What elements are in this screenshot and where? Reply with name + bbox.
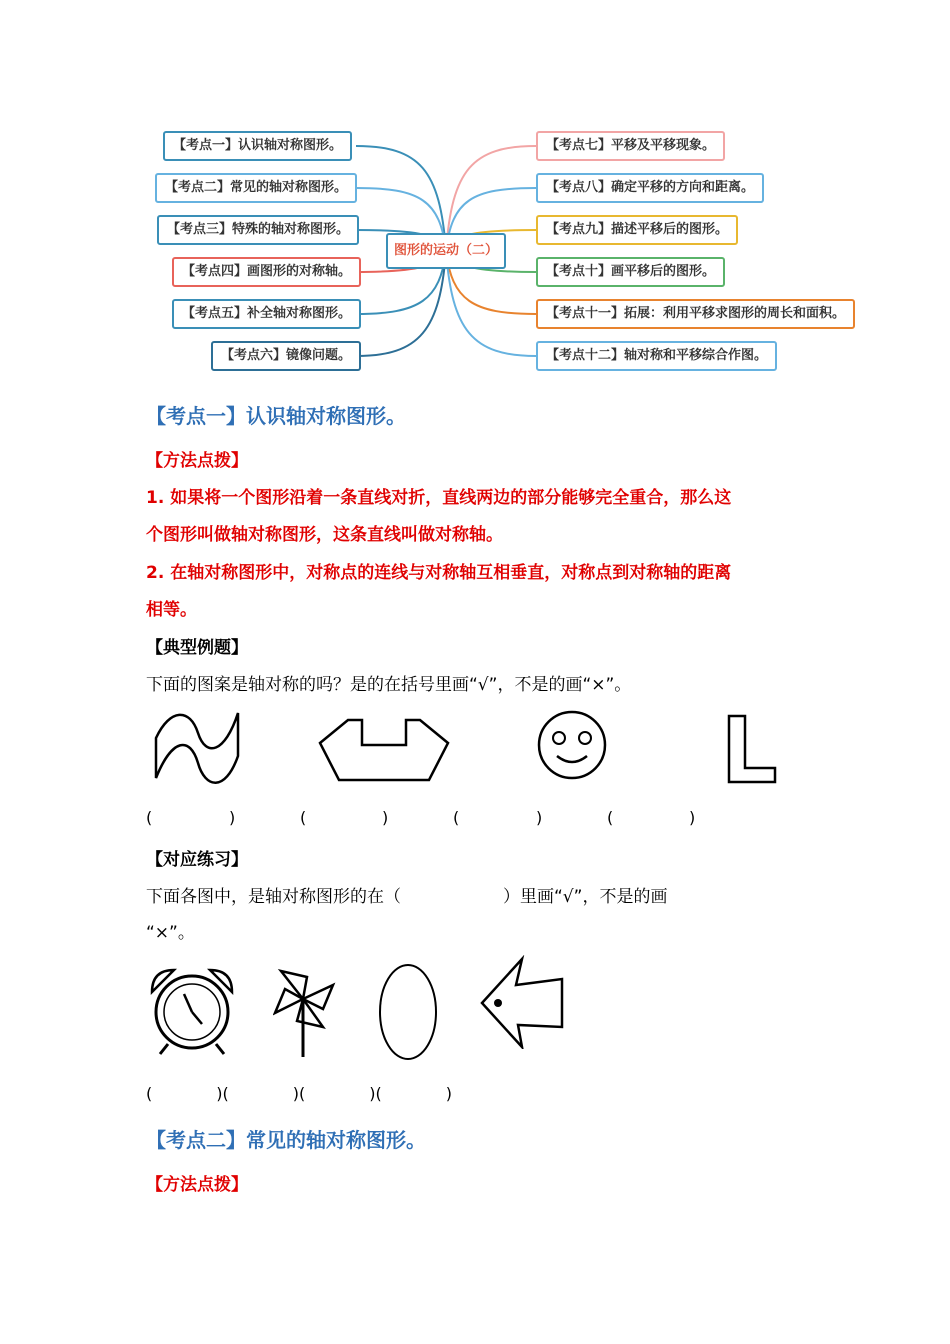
mind-map-node-2: 【考点二】常见的轴对称图形。 <box>155 173 357 203</box>
practice-question-b: “×”。 <box>146 923 195 943</box>
answer-paren-open-3: ( <box>453 808 460 827</box>
answer-paren-open-4: ( <box>607 808 614 827</box>
answer-paren-open-2: ( <box>300 808 307 827</box>
alarm-clock-figure <box>144 962 240 1058</box>
mind-map-node-6: 【考点六】镜像问题。 <box>211 341 361 371</box>
answer-paren-close-2[interactable]: ) <box>382 808 389 827</box>
mind-map-connectors <box>0 0 950 390</box>
mind-map-node-10: 【考点十】画平移后的图形。 <box>536 257 725 287</box>
section-1-title: 【考点一】认识轴对称图形。 <box>146 404 406 428</box>
example-question: 下面的图案是轴对称的吗？是的在括号里画“√”，不是的画“×”。 <box>146 675 632 695</box>
letter-l-figure <box>725 712 781 786</box>
practice-answer-parens[interactable]: ( )( )( )( ) <box>146 1084 452 1103</box>
practice-question-a: 下面各图中，是轴对称图形的在（ ）里画“√”，不是的画 <box>146 887 668 907</box>
mind-map-node-1: 【考点一】认识轴对称图形。 <box>163 131 352 161</box>
mind-map-node-8: 【考点八】确定平移的方向和距离。 <box>536 173 764 203</box>
mind-map-node-3: 【考点三】特殊的轴对称图形。 <box>157 215 359 245</box>
answer-paren-close-3[interactable]: ) <box>536 808 543 827</box>
mind-map-node-12: 【考点十二】轴对称和平移综合作图。 <box>536 341 777 371</box>
mind-map-center: 图形的运动（二） <box>386 233 506 269</box>
example-tag: 【典型例题】 <box>146 638 248 658</box>
practice-tag: 【对应练习】 <box>146 850 248 870</box>
answer-paren-close-1[interactable]: ) <box>229 808 236 827</box>
method-line-1b: 个图形叫做轴对称图形，这条直线叫做对称轴。 <box>146 525 503 545</box>
method-line-2a: 2. 在轴对称图形中，对称点的连线与对称轴互相垂直，对称点到对称轴的距离 <box>146 563 732 583</box>
answer-paren-close-4[interactable]: ) <box>689 808 696 827</box>
mind-map-node-9: 【考点九】描述平移后的图形。 <box>536 215 738 245</box>
method-line-2b: 相等。 <box>146 600 197 620</box>
smiley-face-figure <box>535 708 609 782</box>
mind-map-node-4: 【考点四】画图形的对称轴。 <box>172 257 361 287</box>
section-2-title: 【考点二】常见的轴对称图形。 <box>146 1128 426 1152</box>
mind-map-node-7: 【考点七】平移及平移现象。 <box>536 131 725 161</box>
wave-shape-figure <box>150 708 245 788</box>
fish-arrow-figure <box>478 955 568 1049</box>
section-2-method-tag: 【方法点拨】 <box>146 1175 248 1195</box>
section-1-method-tag: 【方法点拨】 <box>146 451 248 471</box>
hexagon-shape-figure <box>314 715 452 785</box>
ellipse-figure <box>376 962 440 1062</box>
mind-map <box>0 0 950 390</box>
mind-map-node-5: 【考点五】补全轴对称图形。 <box>172 299 361 329</box>
pinwheel-figure <box>273 965 337 1061</box>
answer-paren-open-1: ( <box>146 808 153 827</box>
method-line-1a: 1. 如果将一个图形沿着一条直线对折，直线两边的部分能够完全重合，那么这 <box>146 488 732 508</box>
mind-map-node-11: 【考点十一】拓展：利用平移求图形的周长和面积。 <box>536 299 855 329</box>
